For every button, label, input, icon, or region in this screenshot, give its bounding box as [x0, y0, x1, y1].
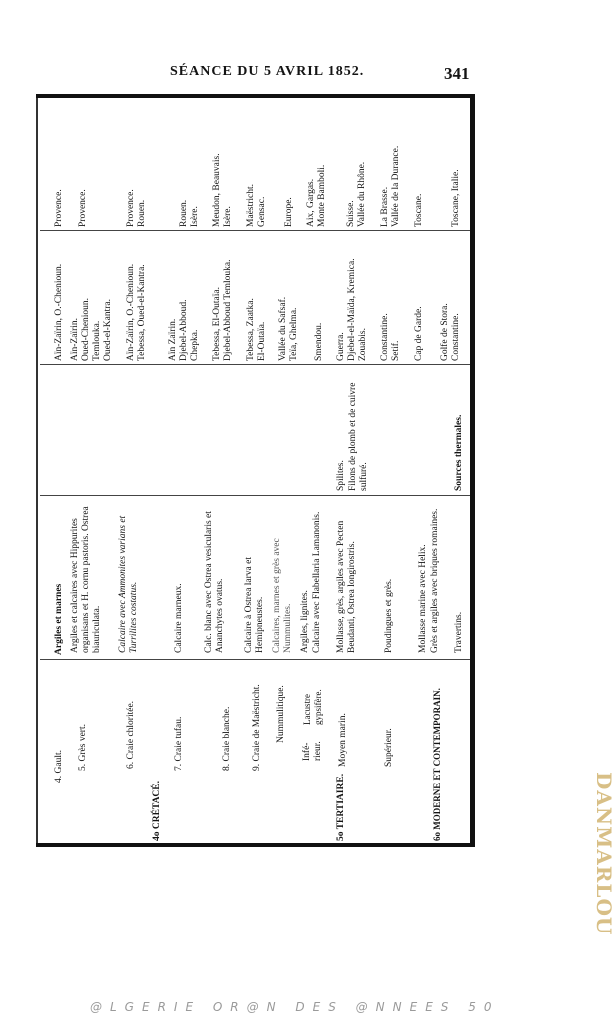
european-locality: Monte Bamboli.	[317, 164, 327, 227]
locality: Djebel-Abboud.	[179, 299, 189, 361]
rock-description: Mollasse, grès, argiles avec Pecten Beudanti, Ostrea longirostris.	[336, 520, 357, 653]
locality: Golfe de Stora.	[440, 303, 450, 361]
watermark-logo: DANMARLOU	[592, 772, 616, 936]
table-right-rule	[470, 94, 475, 847]
locality: Smendou.	[314, 322, 324, 361]
table-bottom-rule	[36, 843, 474, 847]
european-locality: Maëstricht.	[246, 183, 256, 227]
column-divider	[40, 659, 470, 660]
locality: Constantine.	[380, 313, 390, 361]
european-locality: Toscane, Italie.	[451, 169, 461, 227]
locality: Setif.	[391, 340, 401, 361]
formation-label: 7. Craie tufau.	[174, 716, 184, 771]
locality: Tebessa, Oued-el-Kantra.	[137, 264, 147, 361]
locality: El-Outaïa.	[257, 321, 267, 361]
european-locality: Provence.	[126, 189, 136, 227]
formation-label: 6. Craie chloritée.	[126, 700, 136, 769]
formation-label: Infé-rieur.	[302, 741, 323, 761]
column-divider	[40, 230, 470, 231]
system-label: 6o MODERNE ET CONTEMPORAIN.	[432, 688, 442, 841]
rock-description: Argiles et marnes	[54, 583, 64, 655]
rock-description: Argiles et calcaires avec Hippurites organisans et H. cornu pastoris. Ostrea biauriculata.	[70, 506, 102, 653]
european-locality: Isère.	[223, 206, 233, 227]
running-head: SÉANCE DU 5 AVRIL 1852.	[170, 64, 365, 79]
european-locality: Toscane.	[414, 193, 424, 227]
locality: Chepka.	[190, 329, 200, 361]
geology-table	[40, 98, 470, 843]
formation-label: Lacustre gypsifère.	[302, 689, 323, 725]
rock-description: Travertins.	[454, 611, 464, 653]
column-divider	[40, 364, 470, 365]
formation-label: Moyen marin.	[338, 713, 348, 767]
european-locality: Europe.	[284, 197, 294, 227]
accessory-note: Filons de plomb et de cuivre sulfuré.	[348, 382, 369, 491]
locality: Djebel-el-Maïda, Kremica.	[347, 258, 357, 361]
accessory-note: Sources thermales.	[454, 414, 464, 491]
european-locality: Rouen.	[137, 199, 147, 227]
rock-description: Calc. blanc avec Ostrea vesicularis et Ananchytes ovatus.	[204, 511, 225, 653]
locality: Oued-el-Kantra.	[103, 299, 113, 361]
table-left-rule	[36, 98, 38, 843]
formation-label: 4. Gault.	[54, 750, 64, 783]
formation-label: 8. Craie blanche.	[222, 706, 232, 771]
european-locality: Isère.	[190, 206, 200, 227]
european-locality: Meudon, Beauvais.	[212, 153, 222, 227]
locality: Oued-Chenioun.	[81, 297, 91, 361]
locality: Zouabis.	[358, 328, 368, 361]
locality: Cap de Garde.	[414, 306, 424, 361]
european-locality: Rouen.	[179, 199, 189, 227]
system-label: 4o CRÉTACÉ.	[152, 781, 162, 841]
european-locality: Gensac.	[257, 196, 267, 227]
formation-label: Supérieur.	[384, 728, 394, 767]
locality: Guerra.	[336, 332, 346, 361]
formation-label: 5. Grès vert.	[78, 724, 88, 771]
locality: Teïa, Ghelma.	[289, 307, 299, 361]
locality: Aïn-Zaïrin, O.-Chenioun.	[54, 263, 64, 361]
rock-description: Calcaire avec Ammonites varians et Turrilites costatus.	[118, 515, 139, 653]
locality: Vallée du Safsaf.	[278, 296, 288, 361]
rock-description: Grès et argiles avec briques romaines.	[430, 508, 440, 653]
rock-description: Calcaires, marnes et grès avec Nummulites.	[272, 538, 293, 653]
page-number: 341	[444, 64, 470, 83]
locality: Tebessa, El-Outaïa.	[212, 287, 222, 361]
locality: Temlouka.	[92, 320, 102, 361]
european-locality: Provence.	[54, 189, 64, 227]
european-locality: Aix, Gargas.	[306, 178, 316, 227]
locality: Djebel-Abboud Temlouka.	[223, 259, 233, 361]
accessory-note: Spilites.	[336, 460, 346, 491]
page-header	[0, 60, 610, 90]
european-locality: Suisse.	[346, 200, 356, 227]
formation-label: Nummulitique.	[276, 685, 286, 743]
european-locality: Vallée du Rhône.	[357, 161, 367, 227]
footer-watermark: @LGERIE OR@N DES @NNEES 50	[90, 1000, 500, 1014]
european-locality: La Brasse.	[380, 186, 390, 227]
locality: Aïn-Zaïrin.	[70, 317, 80, 361]
rock-description: Calcaire à Ostrea larva et Hemipneustes.	[244, 557, 265, 653]
column-divider	[40, 495, 470, 496]
locality: Constantine.	[451, 313, 461, 361]
formation-label: 9. Craie de Maëstricht.	[252, 684, 262, 771]
system-label: 5o TERTIAIRE.	[336, 773, 346, 841]
locality: Aïn-Zaïrin, O.-Chenioun.	[126, 263, 136, 361]
rock-description: Argiles, lignites.	[300, 590, 310, 653]
locality: Aïn Zaïrin.	[168, 318, 178, 361]
rock-description: Calcaire marneux.	[174, 583, 184, 653]
european-locality: Provence.	[78, 189, 88, 227]
locality: Tebessa, Zaatka.	[246, 298, 256, 361]
european-locality: Vallée de la Durance.	[391, 145, 401, 227]
rock-description: Calcaire avec Flabellaria Lamanonis.	[312, 511, 322, 653]
rock-description: Mollasse marine avec Helix.	[418, 544, 428, 653]
rock-description: Poudingues et grès.	[384, 578, 394, 653]
